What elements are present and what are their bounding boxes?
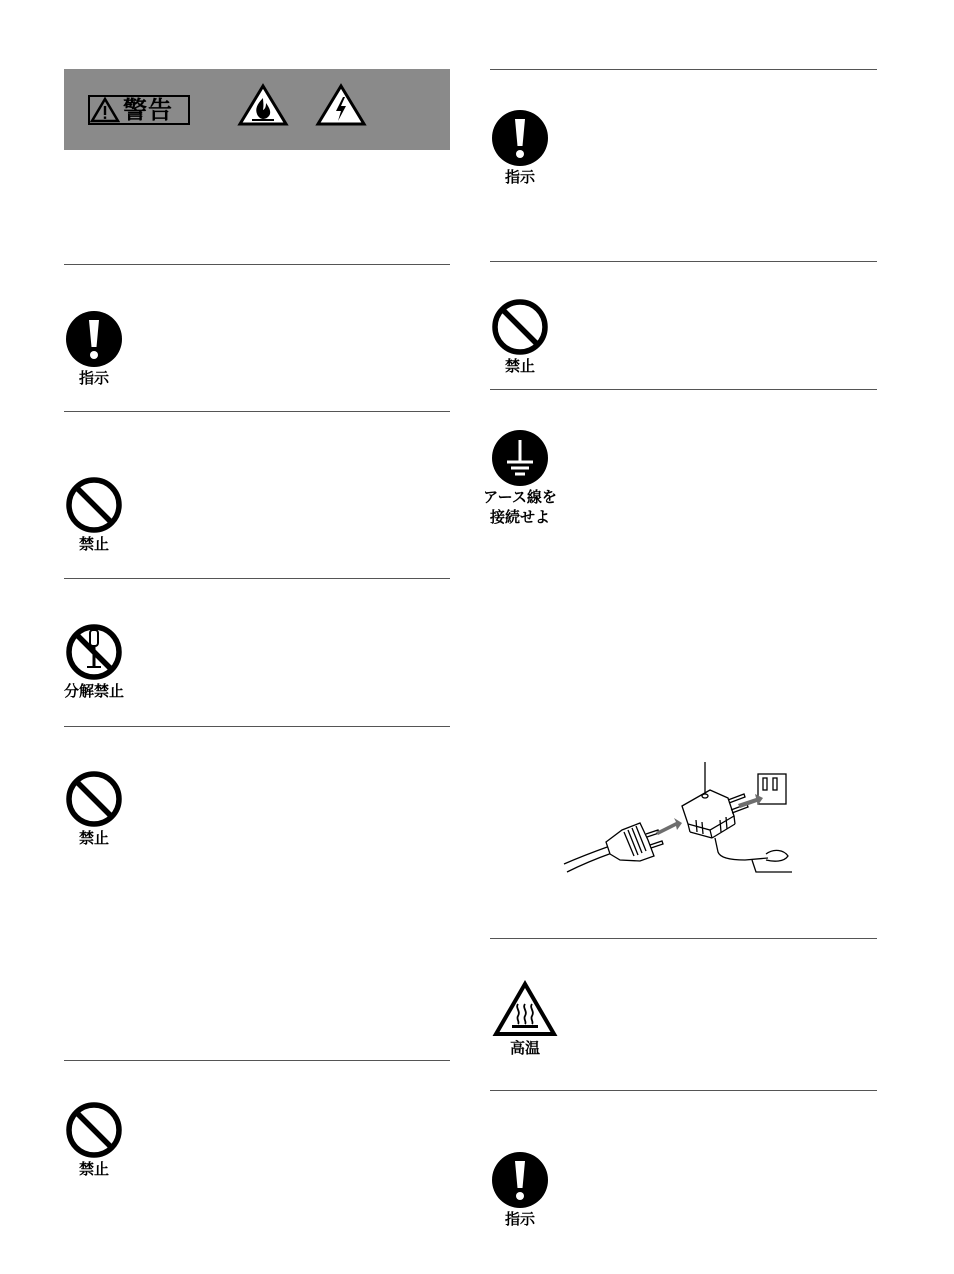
warning-label-box [88,95,190,125]
ground-icon [491,429,549,487]
warning-banner [64,69,450,150]
prohibited-symbol [54,476,134,554]
prohibited-label: 禁止 [78,1160,109,1178]
electric-shock-icon [315,83,367,127]
prohibited-label: 禁止 [78,829,109,847]
ground-connection-symbol [470,429,570,527]
section-divider [64,264,450,265]
section-divider [490,389,877,390]
section-divider [490,938,877,939]
prohibited-symbol [480,298,560,376]
instruction-label: 指示 [504,1210,535,1228]
prohibition-icon [65,770,123,828]
prohibition-icon [65,476,123,534]
ground-label-line2: 接続せよ [489,508,550,526]
warning-triangle-icon [90,97,120,123]
grounding-adapter-illustration [560,760,800,878]
section-divider [490,1090,877,1091]
no-disassembly-symbol [49,623,139,701]
prohibition-icon [65,1101,123,1159]
high-temperature-symbol [480,980,570,1058]
exclamation-icon [491,1151,549,1209]
ground-label-line1: アース線を [483,488,557,506]
instruction-label: 指示 [78,369,109,387]
hot-surface-icon [492,980,558,1038]
screwdriver-prohibited-icon [65,623,123,681]
prohibited-symbol [54,770,134,848]
section-divider [490,69,877,70]
prohibited-symbol [54,1101,134,1179]
section-divider [64,726,450,727]
instruction-label: 指示 [504,168,535,186]
prohibited-label: 禁止 [78,535,109,553]
exclamation-icon [491,109,549,167]
instruction-symbol [54,310,134,388]
section-divider [490,261,877,262]
section-divider [64,578,450,579]
fire-hazard-icon [237,83,289,127]
instruction-symbol [480,1151,560,1229]
high-temp-label: 高温 [509,1039,540,1057]
warning-label: 警告 [123,96,173,124]
section-divider [64,411,450,412]
prohibited-label: 禁止 [504,357,535,375]
instruction-symbol [480,109,560,187]
section-divider [64,1060,450,1061]
prohibition-icon [491,298,549,356]
exclamation-icon [65,310,123,368]
no-disassembly-label: 分解禁止 [63,682,124,700]
